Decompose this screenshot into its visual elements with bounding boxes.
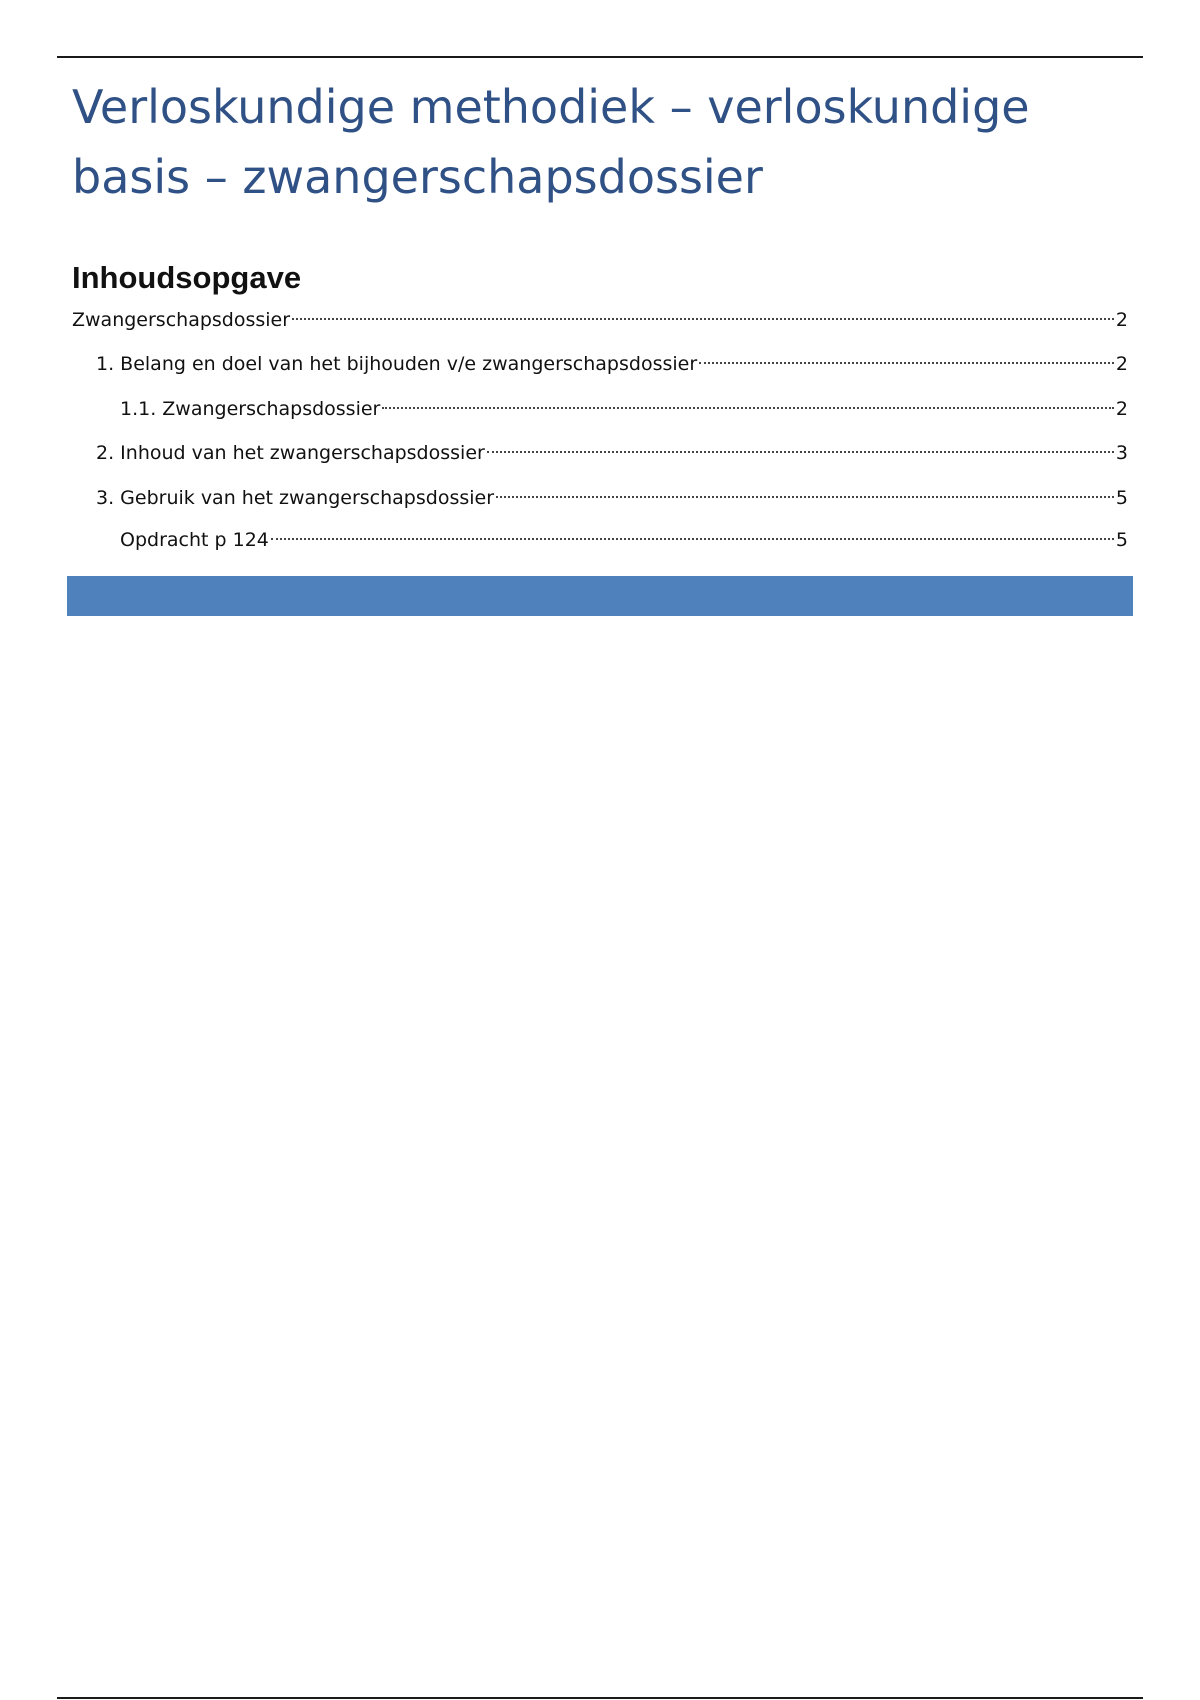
section-color-band [67, 576, 1133, 616]
toc-dot-leader [487, 451, 1114, 453]
toc-dot-leader [292, 318, 1114, 320]
toc-entry-opdracht-p-124[interactable] [120, 525, 1128, 555]
toc-heading: Inhoudsopgave [72, 260, 302, 295]
toc-entry-page: 2 [1115, 398, 1128, 420]
toc-entry-label: Opdracht p 124 [120, 529, 269, 551]
toc-entry-label: 1.1. Zwangerschapsdossier [120, 398, 381, 420]
toc-entry-label: Zwangerschapsdossier [72, 309, 291, 331]
toc-entry-inhoud[interactable] [96, 438, 1128, 468]
toc-entry-label: 2. Inhoud van het zwangerschapsdossier [96, 442, 485, 464]
toc-entry-label: 3. Gebruik van het zwangerschapsdossier [96, 487, 495, 509]
toc-dot-leader [382, 407, 1114, 409]
toc-entry-gebruik[interactable] [96, 483, 1128, 513]
header-rule [57, 56, 1143, 58]
document-title: Verloskundige methodiek – verloskundige basis – zwangerschapsdossier [72, 80, 1030, 204]
toc-entry-belang-en-doel[interactable] [96, 349, 1128, 379]
toc-entry-label: 1. Belang en doel van het bijhouden v/e zwangerschapsdossier [96, 353, 698, 375]
toc-entry-page: 5 [1115, 487, 1128, 509]
toc-dot-leader [496, 496, 1114, 498]
toc-dot-leader [699, 362, 1114, 364]
toc-entry-page: 2 [1115, 353, 1128, 375]
toc-entry-zwangerschapsdossier[interactable] [72, 305, 1128, 335]
toc-entry-page: 2 [1115, 309, 1128, 331]
toc-entry-page: 3 [1115, 442, 1128, 464]
toc-dot-leader [271, 538, 1114, 540]
toc-entry-page: 5 [1115, 529, 1128, 551]
footer-rule [57, 1697, 1143, 1699]
toc-entry-1-1-zwangerschapsdossier[interactable] [120, 394, 1128, 424]
